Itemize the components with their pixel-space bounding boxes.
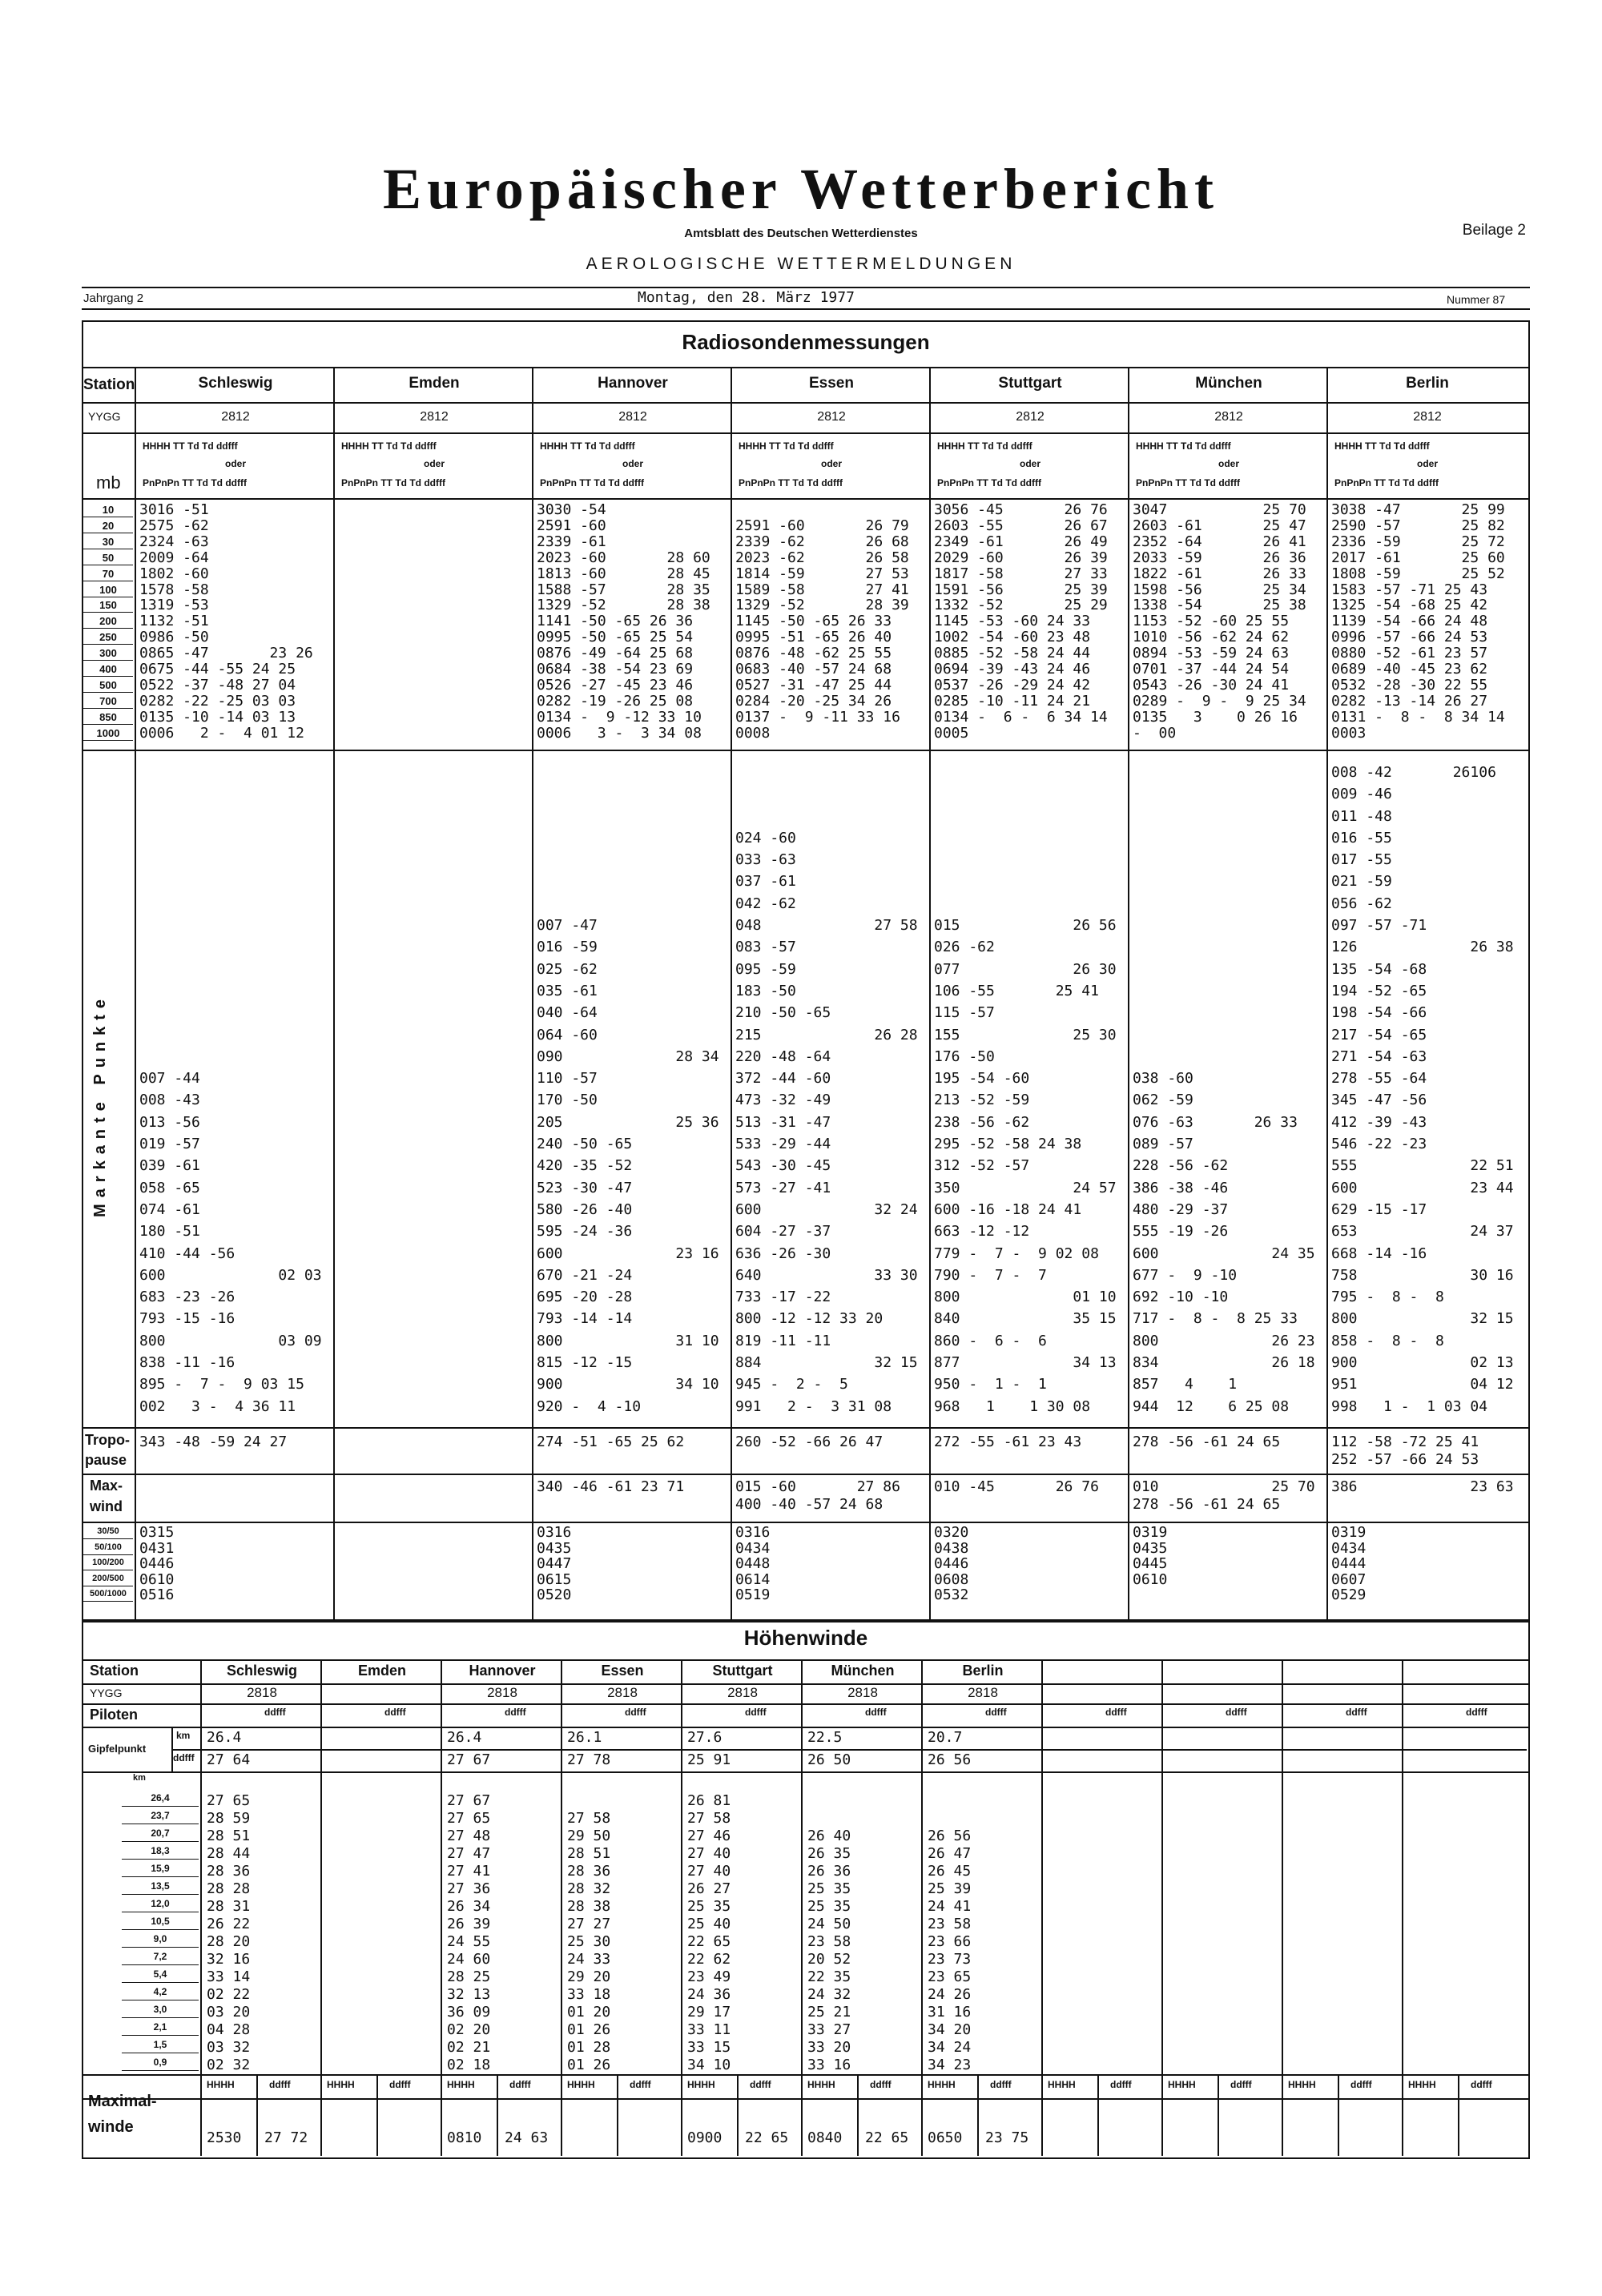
- rule: [82, 2074, 1528, 2076]
- col-header-oder: oder: [224, 458, 246, 469]
- rule: [202, 1749, 1527, 1751]
- col-header-bottom: PnPnPn TT Td Td ddfff: [341, 477, 445, 489]
- max-ddfff-label: ddfff: [1350, 2079, 1372, 2090]
- column-divider: [1402, 1659, 1403, 2156]
- rule: [82, 1703, 1528, 1705]
- rule: [82, 367, 1528, 368]
- col-header-top: HHHH TT Td Td ddfff: [739, 440, 834, 452]
- series-title: AEROLOGISCHE WETTERMELDUNGEN: [586, 255, 1016, 273]
- col-header-top: HHHH TT Td Td ddfff: [341, 440, 437, 452]
- markante-data: 007 -47 016 -59 025 -62 035 -61 040 -64 064 -60 090 28 34 110 -57 170 -50 205 25 36 240 -50 -65 420 -35 -52 523 -30 -47 580 -26 -40 595 -24 -36 600 23 16 670 -21 -24 695 -20 -28 793 -14 -14 800 31 10 815 -12 -15 900 34 10 920 - 4 -10: [537, 917, 719, 1415]
- station-name: Berlin: [1406, 375, 1449, 392]
- pressure-level: 30: [83, 535, 133, 549]
- wind-station-name: Hannover: [469, 1663, 536, 1679]
- thickness-layer: 100/200: [83, 1556, 133, 1570]
- piloten-ddfff: ddfff: [505, 1707, 526, 1718]
- column-divider: [737, 2074, 739, 2156]
- max-hhhh: 2530: [207, 2129, 242, 2146]
- column-divider: [1097, 2074, 1099, 2156]
- station-label: Station: [83, 376, 135, 393]
- gipfel-km: 26.4: [207, 1729, 242, 1746]
- max-ddfff-label: ddfff: [1230, 2079, 1252, 2090]
- max-hhhh-label: HHHH: [567, 2079, 595, 2090]
- max-hhhh: 0810: [447, 2129, 482, 2146]
- column-divider: [497, 2074, 498, 2156]
- mb-label: mb: [96, 472, 121, 493]
- pressure-level: 1000: [83, 726, 133, 741]
- column-divider: [320, 1659, 322, 2156]
- column-divider: [1161, 1659, 1163, 2156]
- pressure-level: 300: [83, 646, 133, 661]
- tropopause-data: 260 -52 -66 26 47: [735, 1433, 884, 1450]
- column-divider: [977, 2074, 979, 2156]
- gipfel-ddfff: 27 78: [567, 1751, 611, 1768]
- max-hhhh: 0840: [807, 2129, 843, 2146]
- gipfel-label: Gipfelpunkt: [88, 1743, 147, 1755]
- thickness-data: 0319 0435 0445 0610: [1133, 1524, 1168, 1588]
- piloten-ddfff: ddfff: [264, 1707, 286, 1718]
- pressure-level: 50: [83, 551, 133, 565]
- station-name: Hannover: [598, 375, 668, 392]
- yygg-label: YYGG: [88, 410, 121, 423]
- header-rule-2: [82, 308, 1530, 310]
- wind-station-name: Stuttgart: [712, 1663, 773, 1679]
- max-ddfff-label: ddfff: [509, 2079, 531, 2090]
- max-ddfff-label: ddfff: [630, 2079, 651, 2090]
- column-divider: [135, 367, 136, 1619]
- wind-station-name: München: [831, 1663, 895, 1679]
- rule: [82, 750, 1528, 751]
- column-divider: [376, 2074, 378, 2156]
- km-level: 2,1: [122, 2020, 199, 2036]
- pressure-level: 10: [83, 503, 133, 517]
- thickness-layer: 30/50: [83, 1525, 133, 1539]
- thickness-data: 0316 0435 0447 0615 0520: [537, 1524, 572, 1603]
- max-hhhh-label: HHHH: [207, 2079, 235, 2090]
- max-ddfff: 23 75: [985, 2129, 1029, 2146]
- col-header-top: HHHH TT Td Td ddfff: [143, 440, 238, 452]
- pressure-level: 700: [83, 694, 133, 709]
- wind-station-yygg: 2818: [968, 1685, 998, 1700]
- tropopause-data: 272 -55 -61 23 43: [934, 1433, 1082, 1450]
- maxwind-data: 340 -46 -61 23 71: [537, 1478, 685, 1495]
- km-level: 10,5: [122, 1914, 199, 1930]
- tropopause-data: 343 -48 -59 24 27: [139, 1433, 288, 1450]
- page-title: Europäischer Wetterbericht: [383, 157, 1219, 221]
- km-level: 0,9: [122, 2055, 199, 2071]
- issue-number: Nummer 87: [1447, 293, 1506, 306]
- column-divider: [441, 1659, 442, 2156]
- markante-data: 007 -44 008 -43 013 -56 019 -57 039 -61 058 -65 074 -61 180 -51 410 -44 -56 600 02 03 683 -23 -26 793 -15 -16 800 03 09 838 -11 -16 895 - 7 - 9 03 15 002 3 - 4 36 11: [139, 1070, 322, 1415]
- standard-levels-data: 3038 -47 25 99 2590 -57 25 82 2336 -59 25 72 2017 -61 25 60 1808 -59 25 52 1583 -57 -71 25 43 1325 -54 -68 25 42 1139 -54 -66 24 48 0996 -57 -66 24 53 0880 -52 -61 23 57 0689 -40 -45 23 62 0532 -28 -30 22 55 0282 -13 -14 26 27 0131 - 8 - 8 34 14 0003: [1331, 501, 1505, 742]
- rule: [82, 1427, 1528, 1429]
- column-divider: [801, 1659, 803, 2156]
- col-header-top: HHHH TT Td Td ddfff: [540, 440, 635, 452]
- gipfel-ddfff: 27 67: [447, 1751, 491, 1768]
- col-header-bottom: PnPnPn TT Td Td ddfff: [143, 477, 247, 489]
- station-name: Schleswig: [198, 375, 273, 392]
- wind-station-yygg: 2818: [487, 1685, 517, 1700]
- km-level: 18,3: [122, 1844, 199, 1860]
- piloten-ddfff: ddfff: [1105, 1707, 1127, 1718]
- wind-station-name: Essen: [601, 1663, 644, 1679]
- max-hhhh: 0650: [928, 2129, 963, 2146]
- issue-date: Montag, den 28. März 1977: [638, 289, 855, 306]
- column-divider: [532, 367, 533, 1619]
- gipfel-km-label: km: [176, 1730, 191, 1741]
- col-header-top: HHHH TT Td Td ddfff: [1334, 440, 1430, 452]
- standard-levels-data: 3016 -51 2575 -62 2324 -63 2009 -64 1802 -60 1578 -58 1319 -53 1132 -51 0986 -50 0865 -47 23 26 0675 -44 -55 24 25 0522 -37 -48 27 04 0282 -22 -25 03 03 0135 -10 -14 03 13 0006 2 - 4 01 12: [139, 501, 313, 742]
- station-name: Stuttgart: [998, 375, 1062, 392]
- gipfel-km: 20.7: [928, 1729, 963, 1746]
- pressure-level: 400: [83, 662, 133, 677]
- column-divider: [1041, 1659, 1043, 2156]
- wind-station-name: Schleswig: [226, 1663, 298, 1679]
- markante-data: 038 -60 062 -59 076 -63 26 33 089 -57 228 -56 -62 386 -38 -46 480 -29 -37 555 -19 -26 600 24 35 677 - 9 -10 692 -10 -10 717 - 8 - 8 25 33 800 26 23 834 26 18 857 4 1 944 12 6 25 08: [1133, 1070, 1315, 1415]
- station-name: Emden: [409, 375, 460, 392]
- max-ddfff-label: ddfff: [389, 2079, 411, 2090]
- column-divider: [617, 2074, 618, 2156]
- max-hhhh-label: HHHH: [928, 2079, 956, 2090]
- km-level: 26,4: [122, 1791, 199, 1807]
- max-hhhh-label: HHHH: [1288, 2079, 1316, 2090]
- km-level: 12,0: [122, 1896, 199, 1912]
- max-hhhh-label: HHHH: [1168, 2079, 1196, 2090]
- pressure-level: 250: [83, 630, 133, 645]
- wind-station-yygg: 2818: [607, 1685, 638, 1700]
- col-header-bottom: PnPnPn TT Td Td ddfff: [540, 477, 644, 489]
- markante-data: 015 26 56 026 -62 077 26 30 106 -55 25 41 115 -57 155 25 30 176 -50 195 -54 -60 213 -52 -59 238 -56 -62 295 -52 -58 24 38 312 -52 -57 350 24 57 600 -16 -18 24 41 663 -12 -12 779 - 7 - 9 02 08 790 - 7 - 7 800 01 10 840 35 15 860 - 6 - 6 877 34 13 950 - 1 - 1 968 1 1 30 08: [934, 917, 1117, 1415]
- column-divider: [561, 1659, 562, 2156]
- km-level: 15,9: [122, 1861, 199, 1877]
- winds-title: Höhenwinde: [743, 1626, 868, 1650]
- thickness-layer: 200/500: [83, 1572, 133, 1586]
- rule: [82, 1727, 1528, 1728]
- column-divider: [857, 2074, 859, 2156]
- wind-station-name: Berlin: [962, 1663, 1004, 1679]
- column-divider: [929, 367, 931, 1619]
- piloten-ddfff: ddfff: [985, 1707, 1007, 1718]
- rule: [82, 1771, 1528, 1773]
- km-level: 3,0: [122, 2002, 199, 2018]
- col-header-oder: oder: [622, 458, 643, 469]
- rule: [82, 1659, 1528, 1661]
- max-ddfff-label: ddfff: [1471, 2079, 1492, 2090]
- pressure-level: 500: [83, 678, 133, 693]
- gipfel-ddfff: 26 50: [807, 1751, 851, 1768]
- max-hhhh-label: HHHH: [447, 2079, 475, 2090]
- km-level: 20,7: [122, 1826, 199, 1842]
- km-level: 13,5: [122, 1879, 199, 1895]
- max-ddfff-label: ddfff: [269, 2079, 291, 2090]
- beilage-label: Beilage 2: [1462, 222, 1526, 239]
- jahrgang: Jahrgang 2: [83, 292, 144, 305]
- radiosonde-title: Radiosondenmessungen: [682, 330, 930, 354]
- pressure-level: 100: [83, 583, 133, 597]
- max-hhhh-label: HHHH: [687, 2079, 715, 2090]
- col-header-top: HHHH TT Td Td ddfff: [1136, 440, 1231, 452]
- max-hhhh-label: HHHH: [1408, 2079, 1436, 2090]
- column-divider: [1218, 2074, 1219, 2156]
- column-divider: [681, 1659, 682, 2156]
- piloten-label: Piloten: [90, 1707, 139, 1723]
- col-header-bottom: PnPnPn TT Td Td ddfff: [739, 477, 843, 489]
- header-rule: [82, 287, 1530, 288]
- station-yygg: 2812: [618, 410, 647, 424]
- maxwind-data: 386 23 63: [1331, 1478, 1514, 1495]
- col-header-top: HHHH TT Td Td ddfff: [937, 440, 1032, 452]
- tropopause-data: 278 -56 -61 24 65: [1133, 1433, 1281, 1450]
- station-yygg: 2812: [221, 410, 250, 424]
- piloten-ddfff: ddfff: [745, 1707, 767, 1718]
- standard-levels-data: 3056 -45 26 76 2603 -55 26 67 2349 -61 26 49 2029 -60 26 39 1817 -58 27 33 1591 -56 25 39 1332 -52 25 29 1145 -53 -60 24 33 1002 -54 -60 23 48 0885 -52 -58 24 44 0694 -39 -43 24 46 0537 -26 -29 24 42 0285 -10 -11 24 21 0134 - 6 - 6 34 14 0005: [934, 501, 1108, 742]
- col-header-oder: oder: [1019, 458, 1040, 469]
- gipfel-ddfff: 27 64: [207, 1751, 251, 1768]
- pressure-level: 150: [83, 598, 133, 613]
- max-hhhh-label: HHHH: [1048, 2079, 1076, 2090]
- gipfel-km: 27.6: [687, 1729, 723, 1746]
- km-level: 7,2: [122, 1949, 199, 1965]
- station-yygg: 2812: [420, 410, 449, 424]
- piloten-ddfff: ddfff: [1466, 1707, 1487, 1718]
- column-divider: [1326, 367, 1328, 1619]
- wind-station-yygg: 2818: [247, 1685, 277, 1700]
- rule: [82, 402, 1528, 404]
- wind-station-yygg: 2818: [847, 1685, 878, 1700]
- column-divider: [921, 1659, 923, 2156]
- max-ddfff: 24 63: [505, 2129, 549, 2146]
- column-divider: [1128, 367, 1129, 1619]
- col-header-bottom: PnPnPn TT Td Td ddfff: [1334, 477, 1439, 489]
- markante-data: 008 -42 26106 009 -46 011 -48 016 -55 017 -55 021 -59 056 -62 097 -57 -71 126 26 38 135 -54 -68 194 -52 -65 198 -54 -66 217 -54 -65 271 -54 -63 278 -55 -64 345 -47 -56 412 -39 -43 546 -22 -23 555 22 51 600 23 44 629 -15 -17 653 24 37 668 -14 -16 758 30 16 795 - 8 - 8 800 32 15 858 - 8 - 8 900 02 13 951 04 12 998 1 - 1 03 04: [1331, 764, 1514, 1415]
- gipfel-ddfff: 25 91: [687, 1751, 731, 1768]
- station-name: München: [1195, 375, 1262, 392]
- winds-station-label: Station: [90, 1663, 139, 1679]
- max-ddfff-label: ddfff: [870, 2079, 892, 2090]
- tropo-label: Tropo- pause: [85, 1432, 130, 1468]
- max-ddfff-label: ddfff: [990, 2079, 1012, 2090]
- thickness-data: 0320 0438 0446 0608 0532: [934, 1524, 969, 1603]
- subtitle: Amtsblatt des Deutschen Wetterdienstes: [684, 227, 918, 240]
- piloten-ddfff: ddfff: [1346, 1707, 1367, 1718]
- max-ddfff-label: ddfff: [1110, 2079, 1132, 2090]
- km-level: 4,2: [122, 1984, 199, 2000]
- station-yygg: 2812: [817, 410, 846, 424]
- gipfel-ddfff: 26 56: [928, 1751, 972, 1768]
- wind-level-data: 26 56 26 47 26 45 25 39 24 41 23 58 23 66 23 73 23 65 24 26 31 16 34 20 34 24 34 23: [928, 1828, 972, 2073]
- maxwind-data: 010 -45 26 76: [934, 1478, 1099, 1495]
- standard-levels-data: 3030 -54 2591 -60 2339 -61 2023 -60 28 60 1813 -60 28 45 1588 -57 28 35 1329 -52 28 38 1141 -50 -65 26 36 0995 -50 -65 25 54 0876 -49 -64 25 68 0684 -38 -54 23 69 0526 -27 -45 23 46 0282 -19 -26 25 08 0134 - 9 -12 33 10 0006 3 - 3 34 08: [537, 501, 710, 742]
- col-header-bottom: PnPnPn TT Td Td ddfff: [937, 477, 1041, 489]
- standard-levels-data: 3047 25 70 2603 -61 25 47 2352 -64 26 41 2033 -59 26 36 1822 -61 26 33 1598 -56 25 34 1338 -54 25 38 1153 -52 -60 25 55 1010 -56 -62 24 62 0894 -53 -59 24 63 0701 -37 -44 24 54 0543 -26 -30 24 41 0289 - 9 - 9 25 34 0135 3 0 26 16 - 00: [1133, 501, 1306, 742]
- piloten-ddfff: ddfff: [865, 1707, 887, 1718]
- column-divider: [1458, 2074, 1459, 2156]
- pressure-level: 200: [83, 614, 133, 629]
- pressure-level: 70: [83, 567, 133, 581]
- km-level: 1,5: [122, 2037, 199, 2053]
- km-level: 9,0: [122, 1932, 199, 1948]
- rule: [82, 1474, 1528, 1475]
- station-yygg: 2812: [1214, 410, 1243, 424]
- standard-levels-data: 2591 -60 26 79 2339 -62 26 68 2023 -62 26 58 1814 -59 27 53 1589 -58 27 41 1329 -52 28 39 1145 -50 -65 26 33 0995 -51 -65 26 40 0876 -48 -62 25 55 0683 -40 -57 24 68 0527 -31 -47 25 44 0284 -20 -25 34 26 0137 - 9 -11 33 16 0008: [735, 517, 909, 742]
- thickness-data: 0316 0434 0448 0614 0519: [735, 1524, 771, 1603]
- column-divider: [1282, 1659, 1283, 2156]
- max-ddfff: 22 65: [745, 2129, 789, 2146]
- tropopause-data: 112 -58 -72 25 41 252 -57 -66 24 53: [1331, 1433, 1479, 1468]
- gipfel-km: 26.4: [447, 1729, 482, 1746]
- rule: [82, 498, 1528, 500]
- pressure-level: 850: [83, 710, 133, 725]
- max-hhhh-label: HHHH: [807, 2079, 835, 2090]
- piloten-ddfff: ddfff: [1226, 1707, 1247, 1718]
- thickness-data: 0315 0431 0446 0610 0516: [139, 1524, 175, 1603]
- station-yygg: 2812: [1016, 410, 1045, 424]
- station-name: Essen: [809, 375, 854, 392]
- rule: [171, 1749, 202, 1751]
- station-yygg: 2812: [1413, 410, 1442, 424]
- wind-level-data: 27 67 27 65 27 48 27 47 27 41 27 36 26 34 26 39 24 55 24 60 28 25 32 13 36 09 02 20 02 21 02 18: [447, 1792, 491, 2073]
- max-ddfff: 22 65: [865, 2129, 909, 2146]
- thickness-layer: 50/100: [83, 1541, 133, 1555]
- wind-station-yygg: 2818: [727, 1685, 758, 1700]
- tropopause-data: 274 -51 -65 25 62: [537, 1433, 685, 1450]
- max-hhhh: 0900: [687, 2129, 723, 2146]
- wind-level-data: 26 40 26 35 26 36 25 35 25 35 24 50 23 58 20 52 22 35 24 32 25 21 33 27 33 20 33 16: [807, 1828, 851, 2073]
- column-divider: [256, 2074, 258, 2156]
- piloten-ddfff: ddfff: [384, 1707, 406, 1718]
- gipfel-ddfff-label: ddfff: [173, 1752, 195, 1763]
- wind-level-data: 27 65 28 59 28 51 28 44 28 36 28 28 28 31 26 22 28 20 32 16 33 14 02 22 03 20 04 28 03 32 02 32: [207, 1792, 251, 2073]
- maxwinde-label: Maximal- winde: [88, 2093, 157, 2136]
- maxwind-label: Max- wind: [90, 1478, 123, 1514]
- col-header-bottom: PnPnPn TT Td Td ddfff: [1136, 477, 1240, 489]
- col-header-oder: oder: [1416, 458, 1438, 469]
- col-header-oder: oder: [423, 458, 445, 469]
- maxwind-data: 015 -60 27 86 400 -40 -57 24 68: [735, 1478, 900, 1513]
- piloten-ddfff: ddfff: [625, 1707, 646, 1718]
- markante-data: 024 -60 033 -63 037 -61 042 -62 048 27 58 083 -57 095 -59 183 -50 210 -50 -65 215 26 28 220 -48 -64 372 -44 -60 473 -32 -49 513 -31 -47 533 -29 -44 543 -30 -45 573 -27 -41 600 32 24 604 -27 -37 636 -26 -30 640 33 30 733 -17 -22 800 -12 -12 33 20 819 -11 -11 884 32 15 945 - 2 - 5 991 2 - 3 31 08: [735, 829, 918, 1415]
- thickness-layer: 500/1000: [83, 1587, 133, 1602]
- column-divider: [731, 367, 732, 1619]
- col-header-oder: oder: [820, 458, 842, 469]
- km-header: km: [133, 1773, 146, 1783]
- gipfel-km: 22.5: [807, 1729, 843, 1746]
- col-header-oder: oder: [1218, 458, 1239, 469]
- max-hhhh-label: HHHH: [327, 2079, 355, 2090]
- markante-label: Markante Punkte: [91, 992, 109, 1217]
- column-divider: [200, 1659, 202, 2156]
- wind-level-data: 27 58 29 50 28 51 28 36 28 32 28 38 27 27 25 30 24 33 29 20 33 18 01 20 01 26 01 28 01 26: [567, 1810, 611, 2073]
- km-level: 5,4: [122, 1967, 199, 1983]
- column-divider: [333, 367, 335, 1619]
- rule: [82, 1522, 1528, 1523]
- wind-station-name: Emden: [357, 1663, 406, 1679]
- max-ddfff: 27 72: [264, 2129, 308, 2146]
- pressure-level: 20: [83, 519, 133, 533]
- km-level: 23,7: [122, 1808, 199, 1824]
- column-divider: [1338, 2074, 1339, 2156]
- maxwind-data: 010 25 70 278 -56 -61 24 65: [1133, 1478, 1315, 1513]
- max-ddfff-label: ddfff: [750, 2079, 771, 2090]
- rule: [82, 2098, 1528, 2100]
- thickness-data: 0319 0434 0444 0607 0529: [1331, 1524, 1367, 1603]
- rule: [82, 432, 1528, 434]
- wind-level-data: 26 81 27 58 27 46 27 40 27 40 26 27 25 35 25 40 22 65 22 62 23 49 24 36 29 17 33 11 33 15 34 10: [687, 1792, 731, 2073]
- winds-yygg-label: YYGG: [90, 1687, 123, 1699]
- gipfel-km: 26.1: [567, 1729, 602, 1746]
